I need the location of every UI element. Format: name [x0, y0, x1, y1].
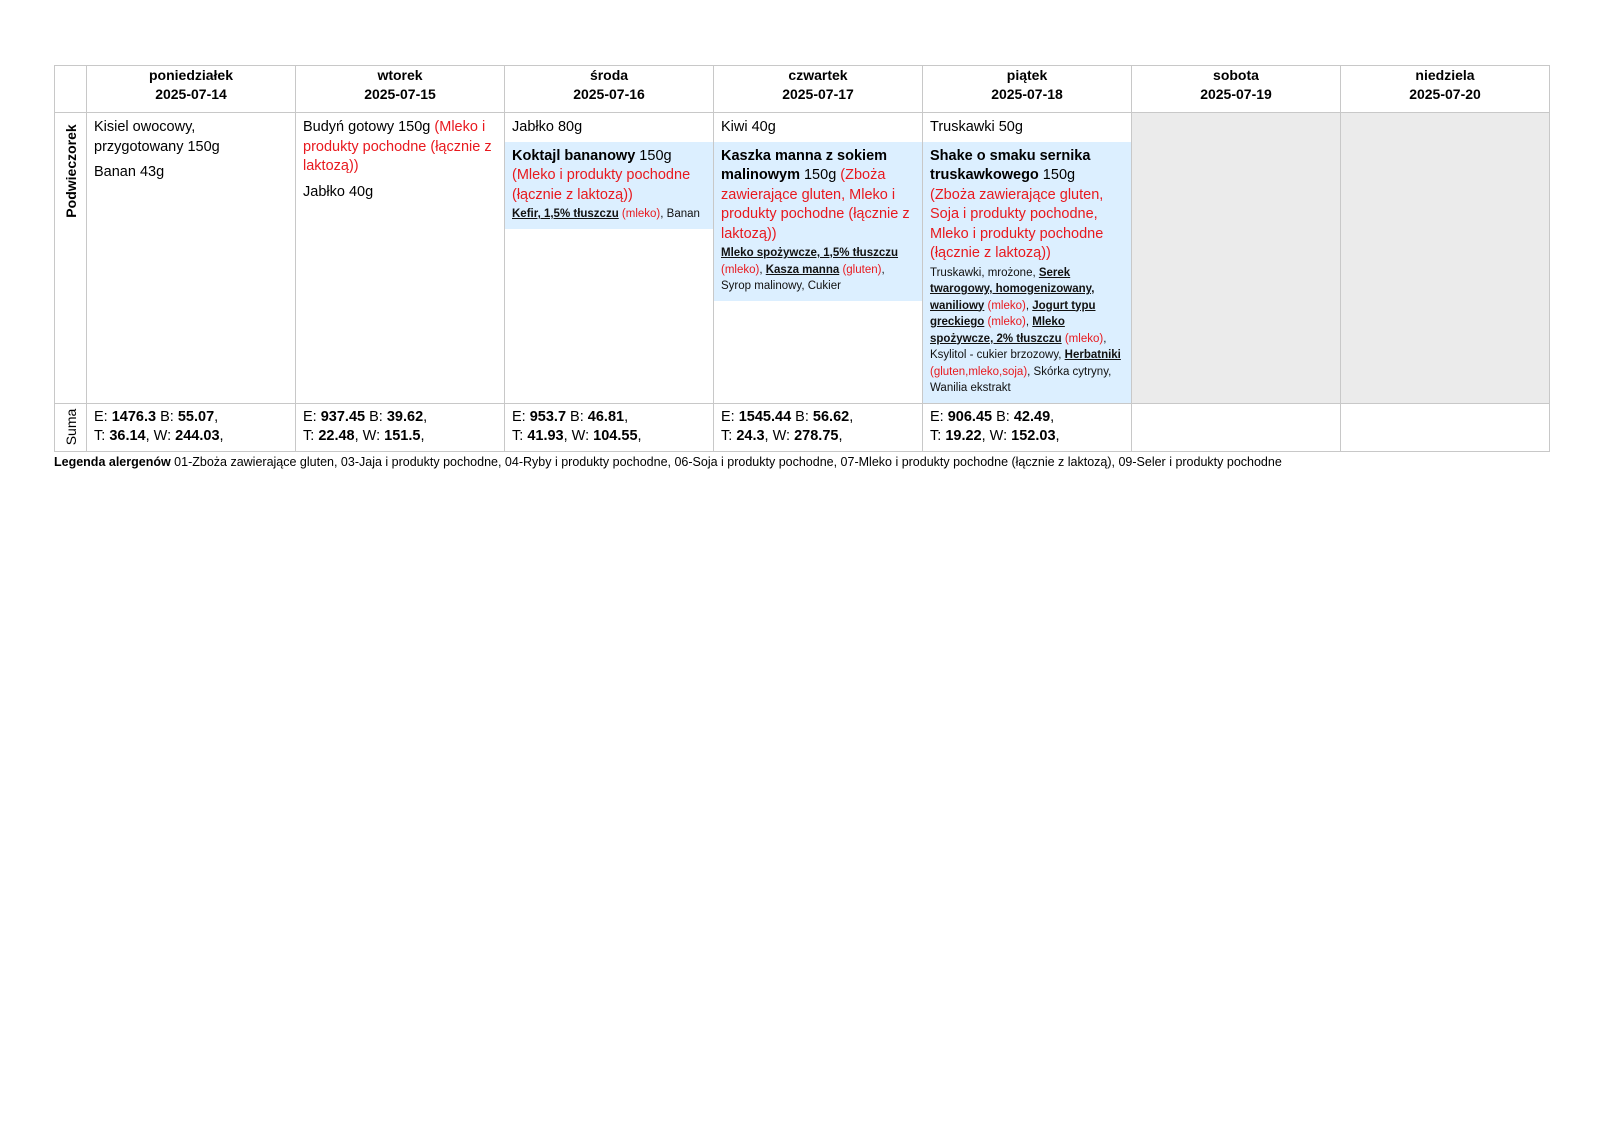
meal-row-podwieczorek: [55, 113, 1550, 404]
meal-cell-monday: [87, 113, 296, 404]
sum-cell-wednesday: [505, 403, 714, 451]
header-row: [55, 66, 1550, 113]
value-carbs: 244.03: [175, 428, 220, 444]
value-fat: 36.14: [109, 428, 146, 444]
nutrition-summary: E: 937.45 B: 39.62, T: 22.48, W: 151.5,: [303, 408, 428, 444]
comma: ,: [1050, 408, 1055, 425]
meal-cell-saturday: [1132, 113, 1341, 404]
allergen-text: (Mleko i produkty pochodne (łącznie z laktozą)): [512, 167, 691, 203]
menu-item: Jabłko 40g: [303, 183, 374, 200]
day-header-wednesday: [505, 66, 714, 113]
comma: ,: [420, 428, 425, 444]
nutrition-summary: E: 1545.44 B: 56.62, T: 24.3, W: 278.75,: [721, 408, 854, 444]
day-date: 2025-07-16: [573, 86, 645, 102]
label-fat: T:: [930, 428, 946, 444]
dish-name: [512, 147, 706, 206]
meal-cell-thursday: [714, 113, 923, 404]
menu-table-wrapper: [54, 65, 1550, 452]
dish-amount: 150g: [635, 147, 672, 164]
value-fat: 19.22: [945, 428, 982, 444]
sum-row-label-cell: [55, 403, 87, 451]
sum-row: [55, 403, 1550, 451]
dish-name: [930, 147, 1124, 264]
day-name: piątek: [1006, 67, 1048, 83]
dish-title: Koktajl bananowy: [512, 147, 636, 164]
highlighted-dish: [505, 142, 713, 229]
ingredient-allergen: (mleko): [721, 263, 760, 276]
sum-cell-saturday: [1132, 403, 1341, 451]
day-date: 2025-07-20: [1409, 86, 1481, 102]
value-carbs: 278.75: [794, 428, 839, 444]
day-name: niedziela: [1415, 67, 1475, 83]
ingredients-list: [930, 265, 1124, 397]
dish-name: [721, 147, 915, 245]
sum-cell-friday: [923, 403, 1132, 451]
day-header-friday: [923, 66, 1132, 113]
dish-amount: 150g: [799, 167, 841, 183]
allergen-text: (Zboża zawierające gluten, Soja i produkty pochodne, Mleko i produkty pochodne (łącznie z laktozą)): [930, 186, 1104, 261]
menu-item: Kiwi 40g: [721, 119, 776, 135]
label-carbs: W:: [985, 428, 1012, 444]
value-carbs: 104.55: [593, 428, 638, 444]
day-date: 2025-07-18: [991, 86, 1063, 102]
ingredient-rest: , Syrop malinowy, Cukier: [721, 263, 885, 292]
separator: , Ksylitol - cukier brzozowy,: [930, 332, 1107, 361]
meal-row-label-cell: [55, 113, 87, 404]
ingredient-allergen: (gluten): [839, 263, 882, 276]
value-protein: 39.62: [386, 408, 424, 425]
sum-cell-tuesday: [296, 403, 505, 451]
value-fat: 24.3: [736, 428, 765, 444]
label-carbs: W:: [768, 428, 795, 444]
ingredient: Mleko spożywcze, 2% tłuszczu: [930, 316, 1065, 345]
value-energy: 1476.3: [111, 408, 157, 425]
weekly-menu-table: [54, 65, 1550, 452]
nutrition-summary: E: 953.7 B: 46.81, T: 41.93, W: 104.55,: [512, 408, 642, 444]
allergen-text: (Mleko i produkty pochodne (łącznie z laktozą)): [303, 119, 492, 174]
label-fat: T:: [512, 428, 528, 444]
meal-row-label: Podwieczorek: [62, 124, 79, 218]
label-protein: B:: [365, 408, 387, 425]
meal-cell-friday: [923, 113, 1132, 404]
ingredient-rest: , Skórka cytryny, Wanilia ekstrakt: [930, 365, 1112, 394]
corner-cell: [55, 66, 87, 113]
comma: ,: [423, 408, 428, 425]
sum-cell-thursday: [714, 403, 923, 451]
day-name: środa: [589, 67, 629, 83]
value-protein: 56.62: [812, 408, 850, 425]
legend-text: 01-Zboża zawierające gluten, 03-Jaja i produkty pochodne, 04-Ryby i produkty pochodne, 06-Soja i produkty pochodne, 07-Mleko i produkty pochodne (łącznie z laktozą), 09-Seler i produkty pochodne: [170, 455, 1282, 469]
comma: ,: [219, 428, 224, 444]
separator: ,: [1025, 299, 1033, 312]
comma: ,: [849, 408, 854, 425]
separator: ,: [759, 263, 766, 276]
legend-title: Legenda alergenów: [54, 455, 171, 469]
ingredient: Mleko spożywcze, 1,5% tłuszczu: [721, 247, 899, 259]
separator: ,: [1025, 316, 1033, 328]
meal-cell-tuesday: [296, 113, 505, 404]
comma: ,: [214, 408, 219, 425]
menu-item: Banan 43g: [94, 164, 165, 180]
value-fat: 22.48: [318, 428, 355, 444]
value-protein: 42.49: [1013, 408, 1051, 425]
value-energy: 937.45: [320, 408, 366, 425]
ingredient-allergen: (mleko): [618, 208, 661, 220]
menu-item: Kisiel owocowy, przygotowany 150g: [94, 119, 220, 155]
label-carbs: W:: [149, 428, 176, 444]
allergen-text: (Zboża zawierające gluten, Mleko i produkty pochodne (łącznie z laktozą)): [721, 167, 910, 242]
day-name: czwartek: [788, 67, 848, 83]
ingredient: Kasza manna: [765, 263, 840, 276]
label-fat: T:: [721, 428, 737, 444]
label-protein: B:: [156, 408, 178, 425]
menu-item-name: Budyń gotowy 150g: [303, 119, 435, 135]
label-protein: B:: [992, 408, 1014, 425]
ingredients-list: [512, 206, 706, 223]
value-fat: 41.93: [527, 428, 564, 444]
value-energy: 1545.44: [738, 408, 792, 425]
day-header-monday: [87, 66, 296, 113]
value-carbs: 152.03: [1011, 428, 1056, 444]
menu-item: Jabłko 80g: [512, 119, 583, 135]
label-energy: E:: [94, 408, 112, 425]
label-protein: B:: [791, 408, 813, 425]
label-energy: E:: [930, 408, 948, 425]
ingredient-plain: Truskawki, mrożone,: [930, 266, 1039, 279]
day-date: 2025-07-15: [364, 86, 436, 102]
label-fat: T:: [94, 428, 110, 444]
menu-item: Truskawki 50g: [930, 119, 1023, 135]
label-fat: T:: [303, 428, 319, 444]
sum-cell-monday: [87, 403, 296, 451]
ingredient-allergen: (gluten,mleko,soja): [930, 365, 1028, 378]
ingredient: Serek twarogowy, homogenizowany, waniliowy: [930, 266, 1095, 312]
value-carbs: 151.5: [384, 428, 421, 444]
dish-title: Shake o smaku sernika truskawkowego: [930, 147, 1091, 183]
day-date: 2025-07-17: [782, 86, 854, 102]
day-header-tuesday: [296, 66, 505, 113]
comma: ,: [624, 408, 629, 425]
day-header-thursday: [714, 66, 923, 113]
highlighted-dish: [923, 142, 1131, 403]
sum-cell-sunday: [1341, 403, 1550, 451]
day-name: sobota: [1213, 67, 1259, 83]
comma: ,: [838, 428, 843, 444]
value-energy: 953.7: [529, 408, 567, 425]
day-date: 2025-07-19: [1200, 86, 1272, 102]
highlighted-dish: [714, 142, 922, 301]
ingredient: Kefir, 1,5% tłuszczu: [512, 208, 619, 220]
dish-title: Kaszka manna z sokiem malinowym: [721, 147, 888, 183]
value-protein: 55.07: [177, 408, 215, 425]
sum-row-label: Suma: [62, 408, 79, 446]
value-energy: 906.45: [947, 408, 993, 425]
label-carbs: W:: [567, 428, 594, 444]
meal-cell-sunday: [1341, 113, 1550, 404]
ingredients-list: [721, 245, 915, 295]
day-header-sunday: [1341, 66, 1550, 113]
ingredient: Herbatniki: [1064, 349, 1121, 361]
label-energy: E:: [303, 408, 321, 425]
day-name: wtorek: [377, 67, 423, 83]
ingredient-rest: , Banan: [660, 208, 700, 220]
comma: ,: [1055, 428, 1060, 444]
ingredient-allergen: (mleko): [1061, 332, 1104, 345]
label-carbs: W:: [358, 428, 385, 444]
value-protein: 46.81: [587, 408, 625, 425]
nutrition-summary: E: 906.45 B: 42.49, T: 19.22, W: 152.03,: [930, 408, 1060, 444]
ingredient-allergen: (mleko): [984, 316, 1026, 328]
day-header-saturday: [1132, 66, 1341, 113]
menu-item: [296, 113, 504, 181]
day-name: poniedziałek: [148, 67, 234, 83]
day-date: 2025-07-14: [155, 86, 227, 102]
label-energy: E:: [721, 408, 739, 425]
dish-amount: 150g: [1038, 167, 1076, 183]
ingredient-allergen: (mleko): [984, 299, 1026, 312]
label-energy: E:: [512, 408, 530, 425]
nutrition-summary: E: 1476.3 B: 55.07, T: 36.14, W: 244.03,: [94, 408, 224, 444]
allergen-legend: [54, 455, 1282, 469]
meal-cell-wednesday: [505, 113, 714, 404]
comma: ,: [637, 428, 642, 444]
label-protein: B:: [566, 408, 588, 425]
ingredient: Jogurt typu greckiego: [930, 299, 1096, 328]
